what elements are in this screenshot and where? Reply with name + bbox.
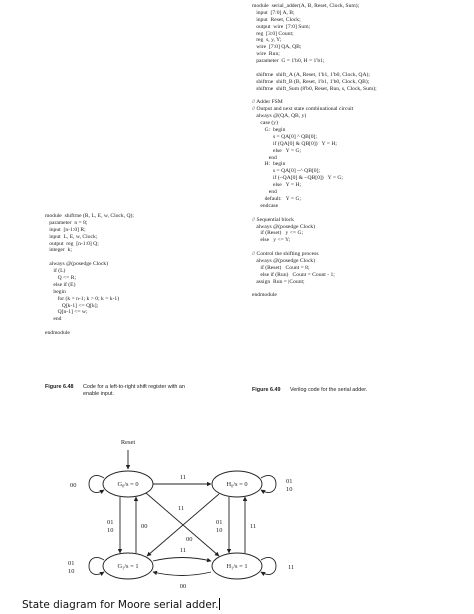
code-line: always @(posedge Clock) [45,261,109,268]
code-line [252,65,377,72]
code-line: always @(QA, QB, y) [252,113,307,120]
code-line: module shiftrne (R, L, E, w, Clock, Q); [45,213,134,219]
code-line [252,286,377,293]
diagram-caption-text: State diagram for Moore serial adder. [22,599,219,611]
state-g0-label: G₀/s = 0 [117,481,139,488]
code-line [252,93,377,100]
code-line: else if (Run) Count = Count - 1; [252,271,335,278]
h1-self-loop [261,558,276,575]
figure-649-text-line: Verilog code for the serial adder. [289,387,368,393]
code-line: end [45,316,62,323]
code-line: s = QA[0] ^ QB[0]; [252,133,317,140]
figure-648-text-line: enable input. [82,390,114,397]
transition-label: 00 [186,536,193,543]
code-line: parameter G = 1'b0, H = 1'b1; [252,58,325,65]
code-line: if (L) [45,268,66,275]
code-line: always @(posedge Clock) [252,257,316,264]
code-line: input [n-1:0] R; [45,226,86,233]
state-g1-label: G₁/s = 1 [117,563,139,570]
code-line: begin [45,288,66,295]
transition-label: 00 [141,523,148,530]
code-line: integer k; [45,247,72,254]
h1-to-g1-arrow [153,572,211,576]
transition-label: 01 [68,560,75,567]
code-line: endmodule [45,330,70,337]
g1-self-loop [89,558,104,575]
transition-label: 01 [286,478,293,485]
figure-649-label: Figure 6.49 [252,387,281,393]
g1-to-h1-arrow [153,558,211,562]
transition-label: 11 [179,547,187,554]
code-line: endmodule [252,292,277,299]
code-line: H: begin [252,161,286,168]
code-line: else y <= Y; [252,237,291,244]
transition-label: 11 [250,523,257,530]
code-line [45,323,134,330]
code-line: // Output and next state combinational circuit [252,106,354,113]
code-line: input L, E, w, Clock; [45,233,98,240]
figure-648-label: Figure 6.48 [45,384,74,390]
code-line: shiftrne shift_Sum (8'b0, Reset, Run, s, Clock, Sum); [252,85,377,92]
code-line: // Control the shifting process [252,251,319,258]
moore-state-diagram [0,430,474,595]
transition-label: 01 [216,519,223,526]
transition-label: 01 [107,519,114,526]
code-line: default: Y = G; [252,195,302,202]
code-line: for (k = n-1; k > 0; k = k-1) [45,295,120,302]
code-line: parameter n = 8; [45,219,88,226]
code-line: module serial_adder(A, B, Reset, Clock, Sum); [252,3,360,9]
code-line: input [7:0] A, B; [252,9,295,16]
diagram-caption [22,598,220,611]
code-line: G: begin [252,127,286,134]
code-line: else if (E) [45,281,76,288]
g0-self-loop [89,476,104,493]
transition-label: 00 [70,482,77,489]
code-line: output reg [n-1:0] Q; [45,240,99,247]
transition-label: 10 [107,527,114,534]
code-line: else Y = G; [252,147,302,154]
figure-648-caption [45,384,185,397]
code-line: // Adder FSM [252,99,283,106]
code-line: if (Reset) Count = 8; [252,264,310,271]
transition-label: 00 [179,583,187,590]
transition-label: 10 [216,527,223,534]
code-line: Q[n-1] <= w; [45,309,88,316]
code-line: case (y) [252,120,278,127]
code-line: wire Run; [252,51,280,58]
shiftrne-code [45,213,134,337]
figure-648-text-line: Code for a left-to-right shift register with an [82,384,185,390]
code-line [252,210,377,217]
code-line: // Sequential block [252,216,294,223]
h0-self-loop [261,476,276,493]
code-line: Q[k-1] <= Q[k]; [45,302,99,309]
transition-label: 11 [288,564,295,571]
state-h0-label: H₀/s = 0 [226,481,248,488]
code-line: if (~QA[0] & ~QB[0]) Y = G; [252,175,343,182]
code-line: reg [3:0] Count; [252,30,294,37]
text-cursor [219,598,220,610]
code-line: if (Reset) y <= G; [252,230,304,237]
code-line: end [252,154,277,161]
code-line: input Reset, Clock; [252,16,301,23]
serial-adder-code [252,3,377,299]
code-line: else Y = H; [252,182,302,189]
code-line: endcase [252,202,279,209]
code-line: wire [7:0] QA, QB; [252,44,302,51]
code-line: assign Run = |Count; [252,278,305,285]
code-line: shiftrne shift_A (A, Reset, 1'b1, 1'b0, Clock, QA); [252,71,370,78]
code-line: reg s, y, Y; [252,37,282,44]
code-line: Q <= R; [45,275,77,282]
code-line: if (QA[0] & QB[0]) Y = H; [252,140,337,147]
code-line: s = QA[0] ~^ QB[0]; [252,168,321,175]
code-line: end [252,189,277,196]
transition-label: 11 [179,474,187,481]
transition-label: 10 [286,486,293,493]
reset-label: Reset [120,439,136,446]
code-line: output wire [7:0] Sum; [252,23,311,30]
figure-649-caption [252,387,367,394]
transition-label: 11 [178,505,185,512]
transition-label: 10 [68,568,75,575]
code-line: shiftrne shift_B (B, Reset, 1'b1, 1'b0, Clock, QB); [252,78,370,85]
code-line: always @(posedge Clock) [252,223,316,230]
state-h1-label: H₁/s = 1 [226,563,248,570]
